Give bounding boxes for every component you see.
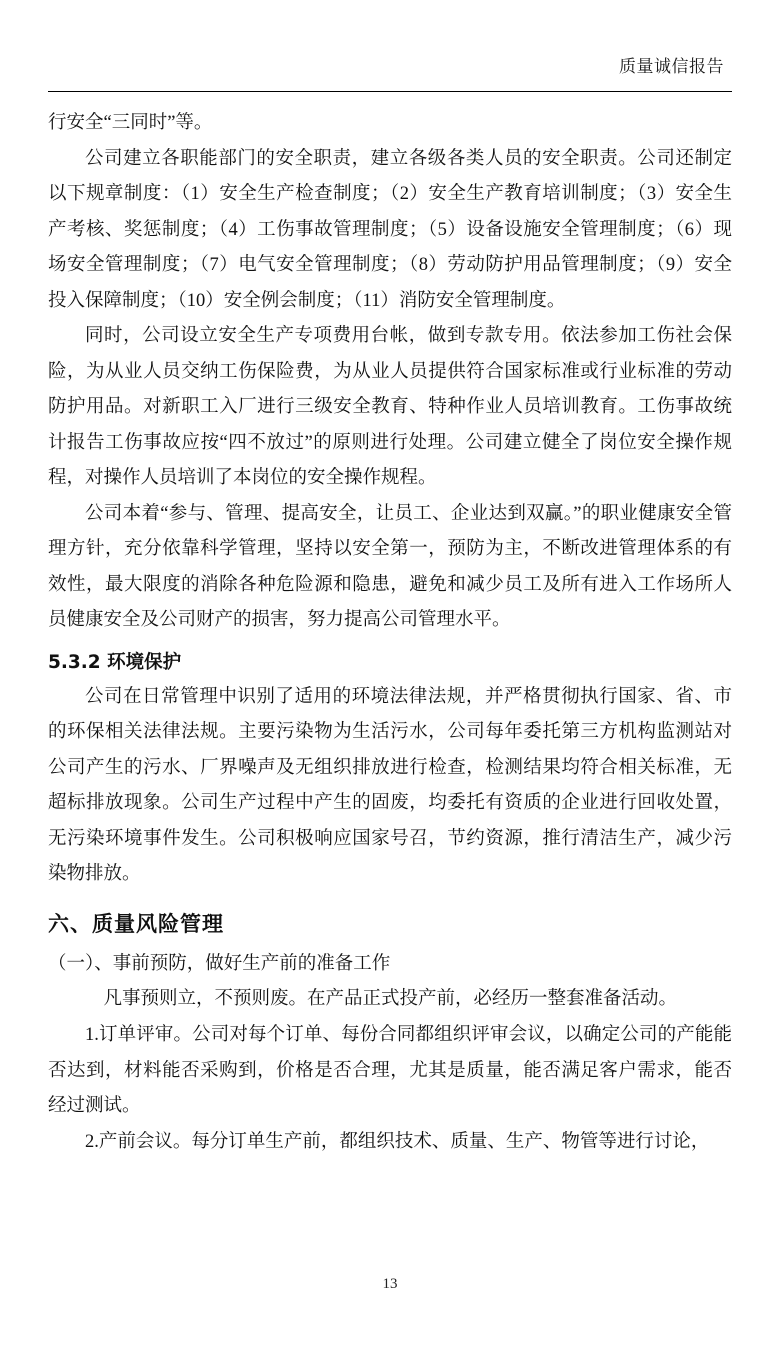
paragraph-risk-pre-production-meeting: 2.产前会议。每分订单生产前，都组织技术、质量、生产、物管等进行讨论， (85, 1131, 710, 1152)
paragraph-risk-order-review: 1.订单评审。公司对每个订单、每份合同都组织评审会议，以确定公司的产能能否达到，材料能否采购到，价格是否合理，尤其是质量，能否满足客户需求，能否经过测试。 (48, 1025, 732, 1117)
paragraph-risk-prevention-title: （一）、事前预防，做好生产前的准备工作 (48, 953, 391, 974)
header-divider (48, 91, 732, 92)
page-number: 13 (382, 1276, 398, 1292)
heading-environmental-protection: 5.3.2 环境保护 (48, 651, 182, 673)
paragraph-safety-duties: 公司建立各职能部门的安全职责，建立各级各类人员的安全职责。公司还制定以下规章制度：（1）安全生产检查制度；（2）安全生产教育培训制度；（3）安全生产考核、奖惩制度；（4）工伤事故管理制度；（5）设备设施安全管理制度；（6）现场安全管理制度；（7）电气安全管理制度；（8）劳动防护用品管理制度；（9）安全投入保障制度；（10）安全例会制度；（11）消防安全管理制度。 (48, 148, 732, 311)
header-title: 质量诚信报告 (619, 57, 724, 76)
page-footer (0, 1276, 780, 1293)
paragraph-safety-policy: 公司本着“参与、管理、提高安全，让员工、企业达到双赢。”的职业健康安全管理方针，充分依靠科学管理，坚持以安全第一，预防为主，不断改进管理体系的有效性，最大限度的消除各种危险源和隐患，避免和减少员工及所有进入工作场所人员健康安全及公司财产的损害，努力提高公司管理水平。 (48, 503, 732, 631)
page-header (48, 0, 732, 77)
paragraph-safety-funds: 同时，公司设立安全生产专项费用台帐，做到专款专用。依法参加工伤社会保险，为从业人员交纳工伤保险费，为从业人员提供符合国家标准或行业标准的劳动防护用品。对新职工入厂进行三级安全教育、特种作业人员培训教育。工伤事故统计报告工伤事故应按“四不放过”的原则进行处理。公司建立健全了岗位安全操作规程，对操作人员培训了本岗位的安全操作规程。 (48, 326, 732, 489)
paragraph-risk-proverb: 凡事预则立，不预则废。在产品正式投产前，必经历一整套准备活动。 (103, 989, 678, 1010)
paragraph-continued: 行安全“三同时”等。 (48, 113, 213, 133)
document-body (48, 106, 732, 1160)
heading-quality-risk-management: 六、质量风险管理 (48, 911, 224, 936)
paragraph-environment: 公司在日常管理中识别了适用的环境法律法规，并严格贯彻执行国家、省、市的环保相关法律法规。主要污染物为生活污水，公司每年委托第三方机构监测站对公司产生的污水、厂界噪声及无组织排放进行检查，检测结果均符合相关标准，无超标排放现象。公司生产过程中产生的固废，均委托有资质的企业进行回收处置，无污染环境事件发生。公司积极响应国家号召，节约资源，推行清洁生产，减少污染物排放。 (48, 686, 732, 885)
